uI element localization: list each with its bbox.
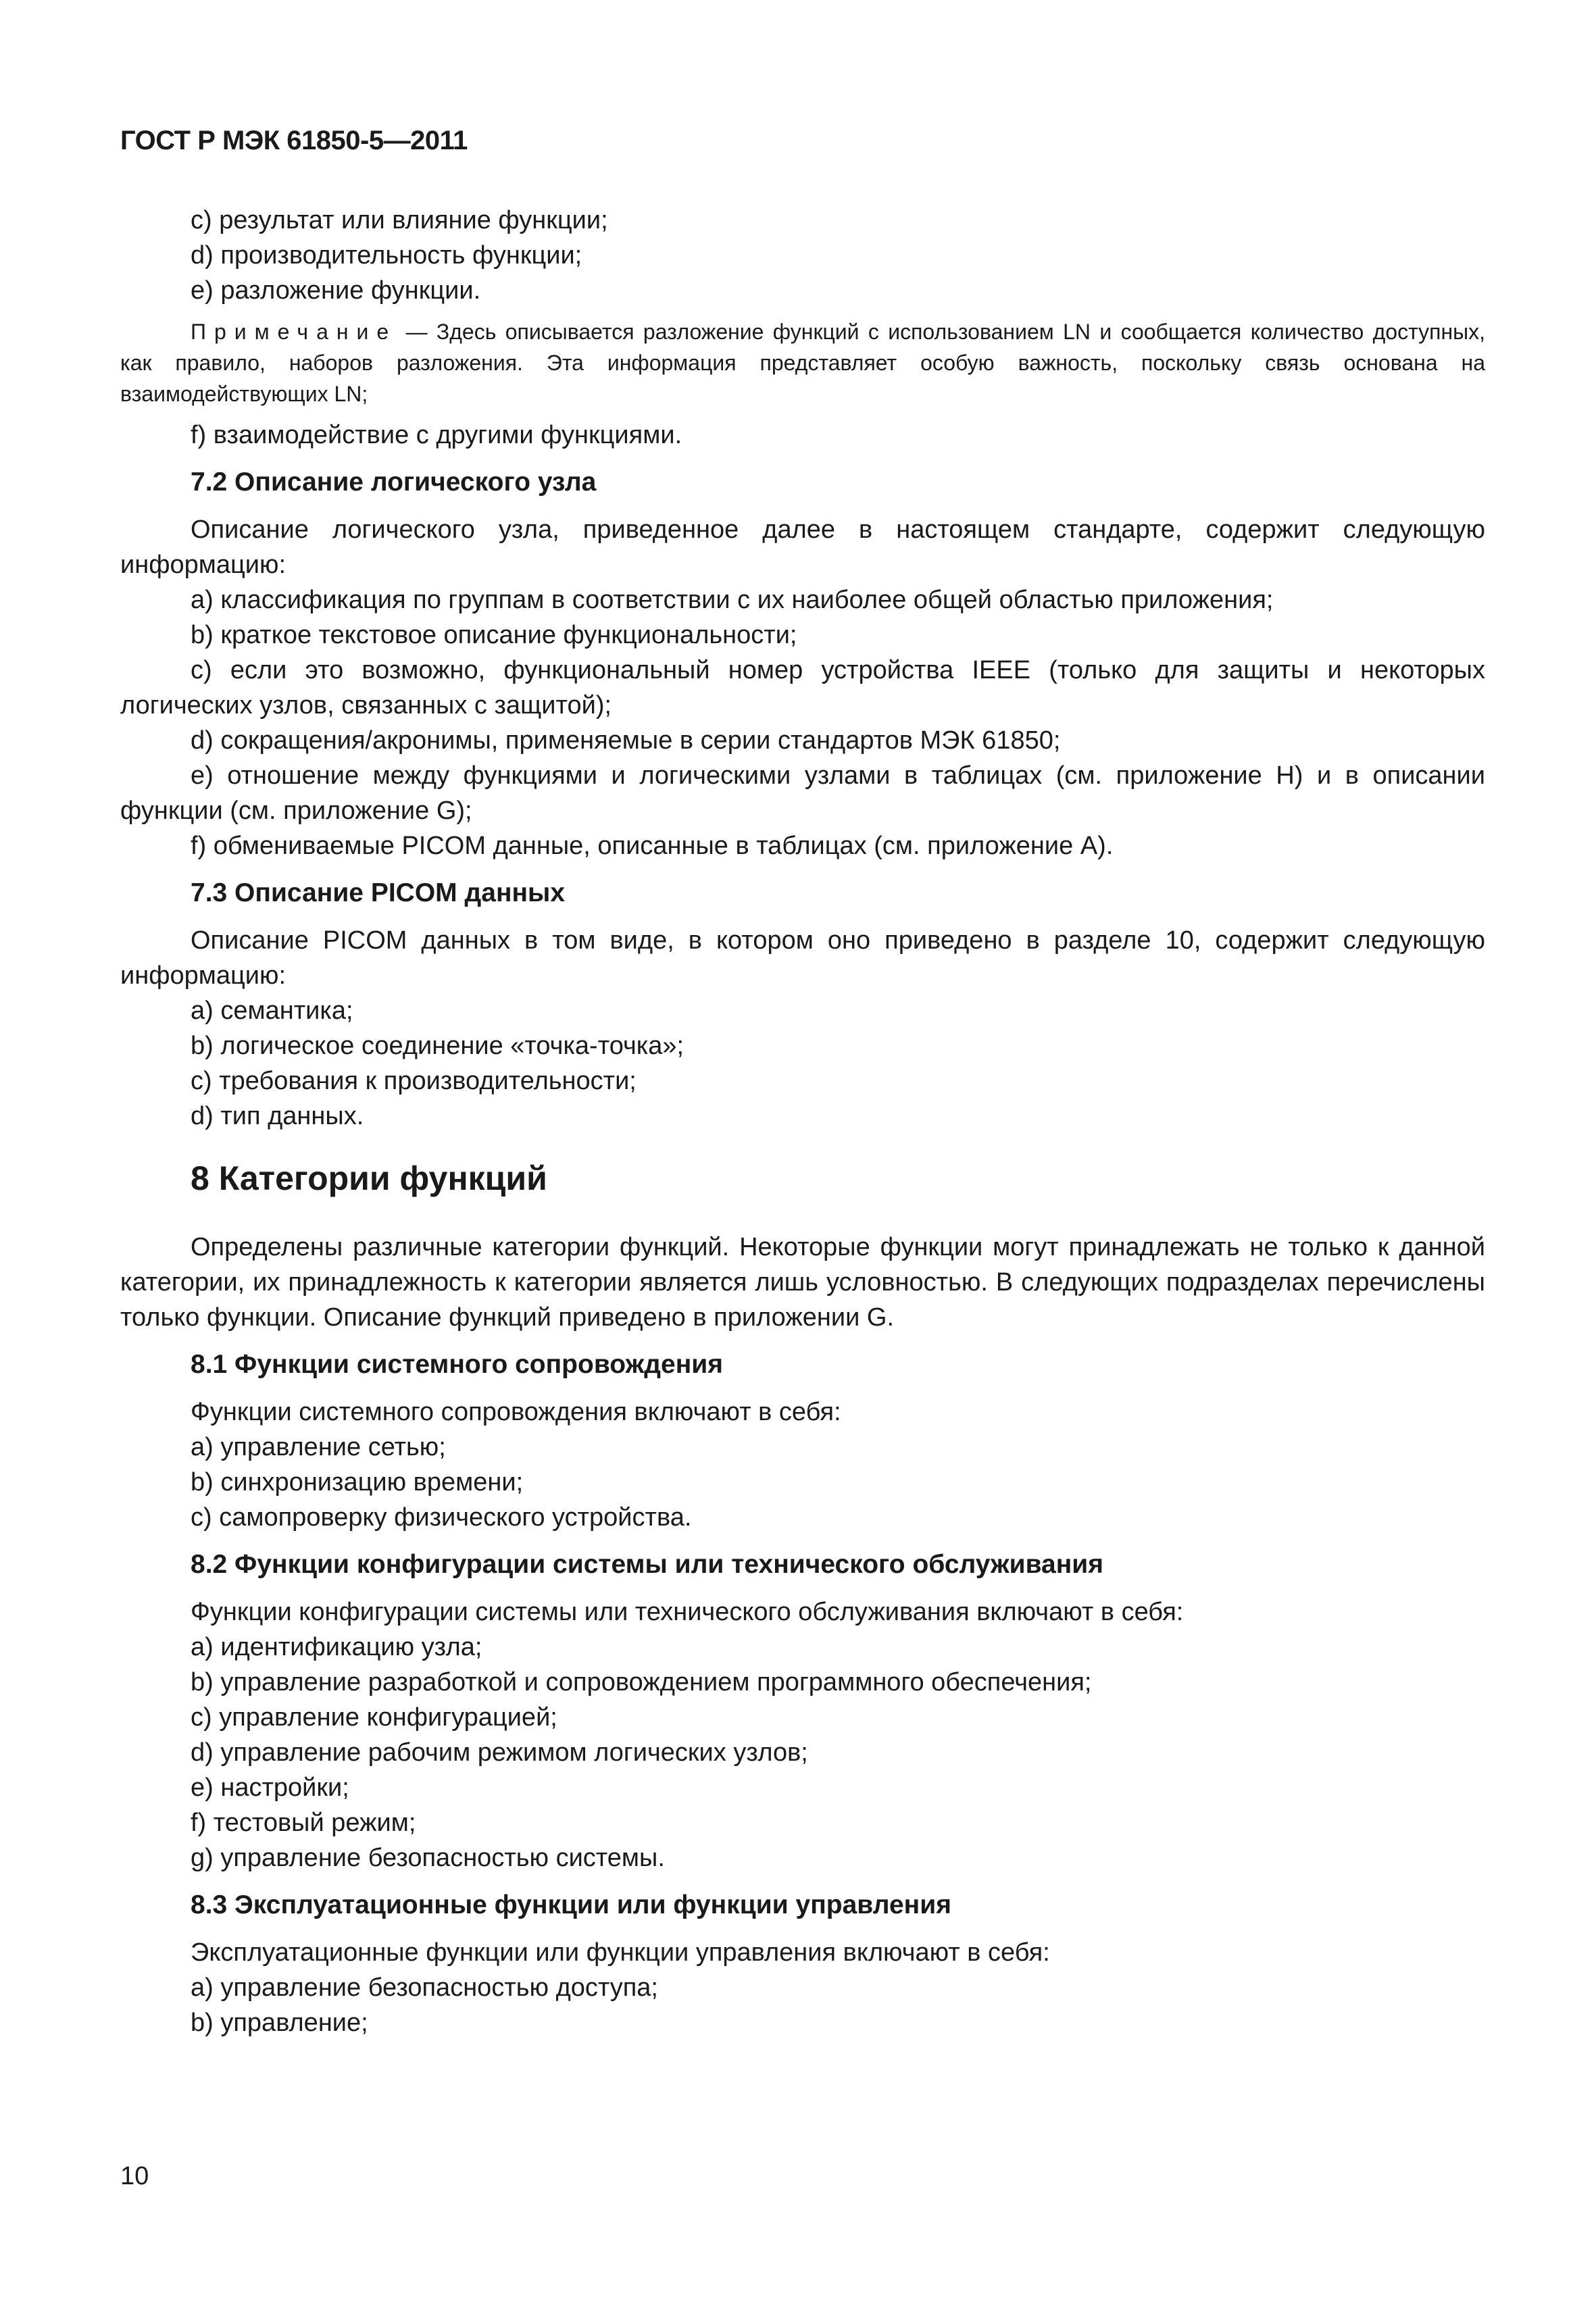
list-item: с) результат или влияние функции; [191, 206, 608, 234]
list-item: f) взаимодействие с другими функциями. [191, 421, 682, 449]
list-item: b) управление разработкой и сопровождением программного обеспечения; [191, 1668, 1092, 1696]
page-number: 10 [120, 2162, 149, 2190]
note-text: — Здесь описывается разложение функций с использованием LN и сообщается количество доступных, как правило, наборов разложения. Эта информация представляет особую важность, поскольку связь основана на взаимодействующих LN; [120, 320, 1485, 406]
list-item: b) логическое соединение «точка-точка»; [191, 1032, 684, 1060]
section-intro: Описание PICOM данных в том виде, в котором оно приведено в разделе 10, содержит следующую информацию: [120, 926, 1485, 990]
page-content [120, 203, 1485, 2040]
list-item: а) управление сетью; [191, 1433, 446, 1461]
section-intro: Функции конфигурации системы или технического обслуживания включают в себя: [191, 1598, 1184, 1626]
list-item: а) управление безопасностью доступа; [191, 1973, 658, 2002]
list-item: b) управление; [191, 2009, 368, 2037]
section-intro: Описание логического узла, приведенное далее в настоящем стандарте, содержит следующую информацию: [120, 515, 1485, 579]
list-item: d) управление рабочим режимом логических узлов; [191, 1738, 808, 1767]
section-heading-8-3: 8.3 Эксплуатационные функции или функции управления [191, 1890, 951, 1919]
section-heading-7-3: 7.3 Описание PICOM данных [191, 878, 566, 907]
list-item: е) настройки; [191, 1774, 349, 1802]
list-item: g) управление безопасностью системы. [191, 1844, 665, 1872]
section-heading-7-2: 7.2 Описание логического узла [191, 468, 597, 497]
section-heading-8-2: 8.2 Функции конфигурации системы или технического обслуживания [191, 1550, 1104, 1579]
section-heading-8: 8 Категории функций [191, 1159, 547, 1197]
section-heading-8-1: 8.1 Функции системного сопровождения [191, 1350, 723, 1379]
list-item: с) управление конфигурацией; [191, 1703, 557, 1732]
list-item: е) разложение функции. [191, 276, 481, 305]
list-item: f) обмениваемые PICOM данные, описанные в таблицах (см. приложение А). [191, 832, 1114, 860]
list-item: f) тестовый режим; [191, 1809, 416, 1837]
list-item: b) краткое текстовое описание функциональности; [191, 621, 797, 649]
list-item: е) отношение между функциями и логическими узлами в таблицах (см. приложение Н) и в описании функции (см. приложение G); [120, 761, 1485, 825]
list-item: с) самопроверку физического устройства. [191, 1503, 692, 1532]
list-item: d) производительность функции; [191, 241, 582, 270]
note-paragraph [120, 316, 1485, 409]
list-item: а) классификация по группам в соответствии с их наиболее общей областью приложения; [191, 586, 1274, 614]
list-item: а) семантика; [191, 997, 353, 1025]
section-intro: Функции системного сопровождения включают в себя: [191, 1398, 841, 1426]
list-item: с) требования к производительности; [191, 1067, 637, 1095]
note-label: Примечание [191, 320, 397, 344]
list-item: d) сокращения/акронимы, применяемые в серии стандартов МЭК 61850; [191, 726, 1061, 755]
list-item: а) идентификацию узла; [191, 1633, 482, 1661]
section-intro: Эксплуатационные функции или функции управления включают в себя: [191, 1938, 1050, 1967]
list-item: d) тип данных. [191, 1102, 364, 1130]
list-item: b) синхронизацию времени; [191, 1468, 524, 1496]
document-header: ГОСТ Р МЭК 61850-5—2011 [120, 126, 468, 155]
list-item: с) если это возможно, функциональный номер устройства IEEE (только для защиты и некоторых логических узлов, связанных с защитой); [120, 656, 1485, 720]
section-intro: Определены различные категории функций. Некоторые функции могут принадлежать не только к данной категории, их принадлежность к категории является лишь условностью. В следующих подразделах перечислены только функции. Описание функций приведено в приложении G. [120, 1233, 1485, 1332]
